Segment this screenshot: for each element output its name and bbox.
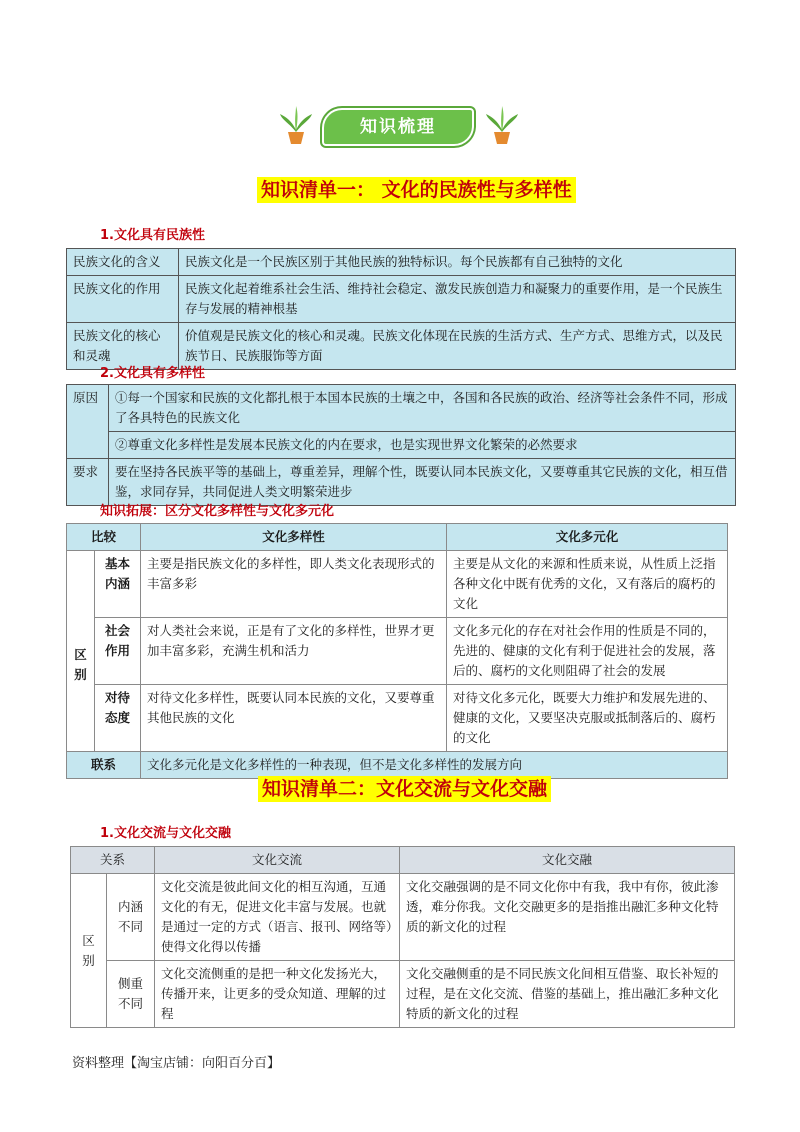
reason-1: ①每一个国家和民族的文化都扎根于本国本民族的土壤之中，各国和各民族的政治、经济等社会条件不同，形成了各具特色的民族文化 [109, 385, 736, 432]
row-label: 社会作用 [95, 618, 141, 685]
link-label: 联系 [67, 752, 141, 779]
table-header-row [67, 524, 728, 551]
ethnicity-table [66, 248, 736, 370]
banner-label: 知识梳理 [360, 117, 436, 137]
table-row [67, 459, 736, 506]
banner-pill [322, 108, 474, 146]
row-key: 民族文化的核心和灵魂 [67, 323, 179, 370]
decor-dots [338, 100, 368, 108]
table-row [67, 752, 728, 779]
table-header-row [71, 847, 735, 874]
header-pluralism: 文化多元化 [447, 524, 728, 551]
cell-exchange: 文化交流是彼此间文化的相互沟通，互通文化的有无，促进文化丰富与发展。也就是通过一定的方式（语言、报刊、网络等）使得文化得以传播 [155, 874, 400, 961]
cell-fusion: 文化交融侧重的是不同民族文化间相互借鉴、取长补短的过程，是在文化交流、借鉴的基础上，推出融汇多种文化特质的新文化的过程 [400, 961, 735, 1028]
header-fusion: 文化交融 [400, 847, 735, 874]
cell-exchange: 文化交流侧重的是把一种文化发扬光大，传播开来，让更多的受众知道、理解的过程 [155, 961, 400, 1028]
row-value: 价值观是民族文化的核心和灵魂。民族文化体现在民族的生活方式、生产方式、思维方式，以及民族节日、民族服饰等方面 [179, 323, 736, 370]
row-value: 民族文化是一个民族区别于其他民族的独特标识。每个民族都有自己独特的文化 [179, 249, 736, 276]
section2-sub1: 1.文化交流与文化交融 [100, 826, 231, 841]
table-row [67, 276, 736, 323]
diff-label: 区别 [71, 874, 107, 1028]
section2-title: 知识清单二：文化交流与文化交融 [258, 776, 551, 802]
cell-pluralism: 主要是从文化的来源和性质来说，从性质上泛指各种文化中既有优秀的文化，又有落后的腐朽的文化 [447, 551, 728, 618]
section1-sub2: 2.文化具有多样性 [100, 366, 205, 381]
plant-icon [278, 104, 314, 146]
row-key: 民族文化的作用 [67, 276, 179, 323]
footer-note: 资料整理【淘宝店铺：向阳百分百】 [72, 1056, 281, 1071]
cell-pluralism: 文化多元化的存在对社会作用的性质是不同的，先进的、健康的文化有利于促进社会的发展，落后的、腐朽的文化则阻碍了社会的发展 [447, 618, 728, 685]
header-compare: 比较 [67, 524, 141, 551]
table-row [71, 961, 735, 1028]
table-row [67, 432, 736, 459]
row-label: 内涵不同 [107, 874, 155, 961]
header-diversity: 文化多样性 [141, 524, 447, 551]
section1-sub3: 知识拓展：区分文化多样性与文化多元化 [100, 504, 335, 519]
exchange-table [70, 846, 735, 1028]
table-row [71, 874, 735, 961]
row-label: 基本内涵 [95, 551, 141, 618]
requirement-text: 要在坚持各民族平等的基础上，尊重差异，理解个性，既要认同本民族文化，又要尊重其它民族的文化，相互借鉴，求同存异，共同促进人类文明繁荣进步 [109, 459, 736, 506]
row-key: 民族文化的含义 [67, 249, 179, 276]
section1-sub1: 1.文化具有民族性 [100, 228, 205, 243]
reason-label: 原因 [67, 385, 109, 459]
cell-diversity: 对人类社会来说，正是有了文化的多样性，世界才更加丰富多彩，充满生机和活力 [141, 618, 447, 685]
table-row [67, 685, 728, 752]
header-exchange: 文化交流 [155, 847, 400, 874]
section-banner [278, 100, 518, 152]
row-label: 对待态度 [95, 685, 141, 752]
header-relation: 关系 [71, 847, 155, 874]
cell-diversity: 主要是指民族文化的多样性，即人类文化表现形式的丰富多彩 [141, 551, 447, 618]
cell-pluralism: 对待文化多元化，既要大力维护和发展先进的、健康的文化，又要坚决克服或抵制落后的、腐朽的文化 [447, 685, 728, 752]
cell-fusion: 文化交融强调的是不同文化你中有我，我中有你，彼此渗透，难分你我。文化交融更多的是指推出融汇多种文化特质的新文化的过程 [400, 874, 735, 961]
reason-2: ②尊重文化多样性是发展本民族文化的内在要求，也是实现世界文化繁荣的必然要求 [109, 432, 736, 459]
diversity-table [66, 384, 736, 506]
compare-table [66, 523, 728, 779]
table-row [67, 551, 728, 618]
requirement-label: 要求 [67, 459, 109, 506]
link-text: 文化多元化是文化多样性的一种表现，但不是文化多样性的发展方向 [141, 752, 728, 779]
row-value: 民族文化起着维系社会生活、维持社会稳定、激发民族创造力和凝聚力的重要作用，是一个民族生存与发展的精神根基 [179, 276, 736, 323]
diff-label: 区别 [67, 551, 95, 752]
plant-icon [484, 104, 520, 146]
cell-diversity: 对待文化多样性，既要认同本民族的文化，又要尊重其他民族的文化 [141, 685, 447, 752]
table-row [67, 249, 736, 276]
table-row [67, 618, 728, 685]
row-label: 侧重不同 [107, 961, 155, 1028]
section1-title: 知识清单一： 文化的民族性与多样性 [257, 177, 576, 203]
table-row [67, 385, 736, 432]
